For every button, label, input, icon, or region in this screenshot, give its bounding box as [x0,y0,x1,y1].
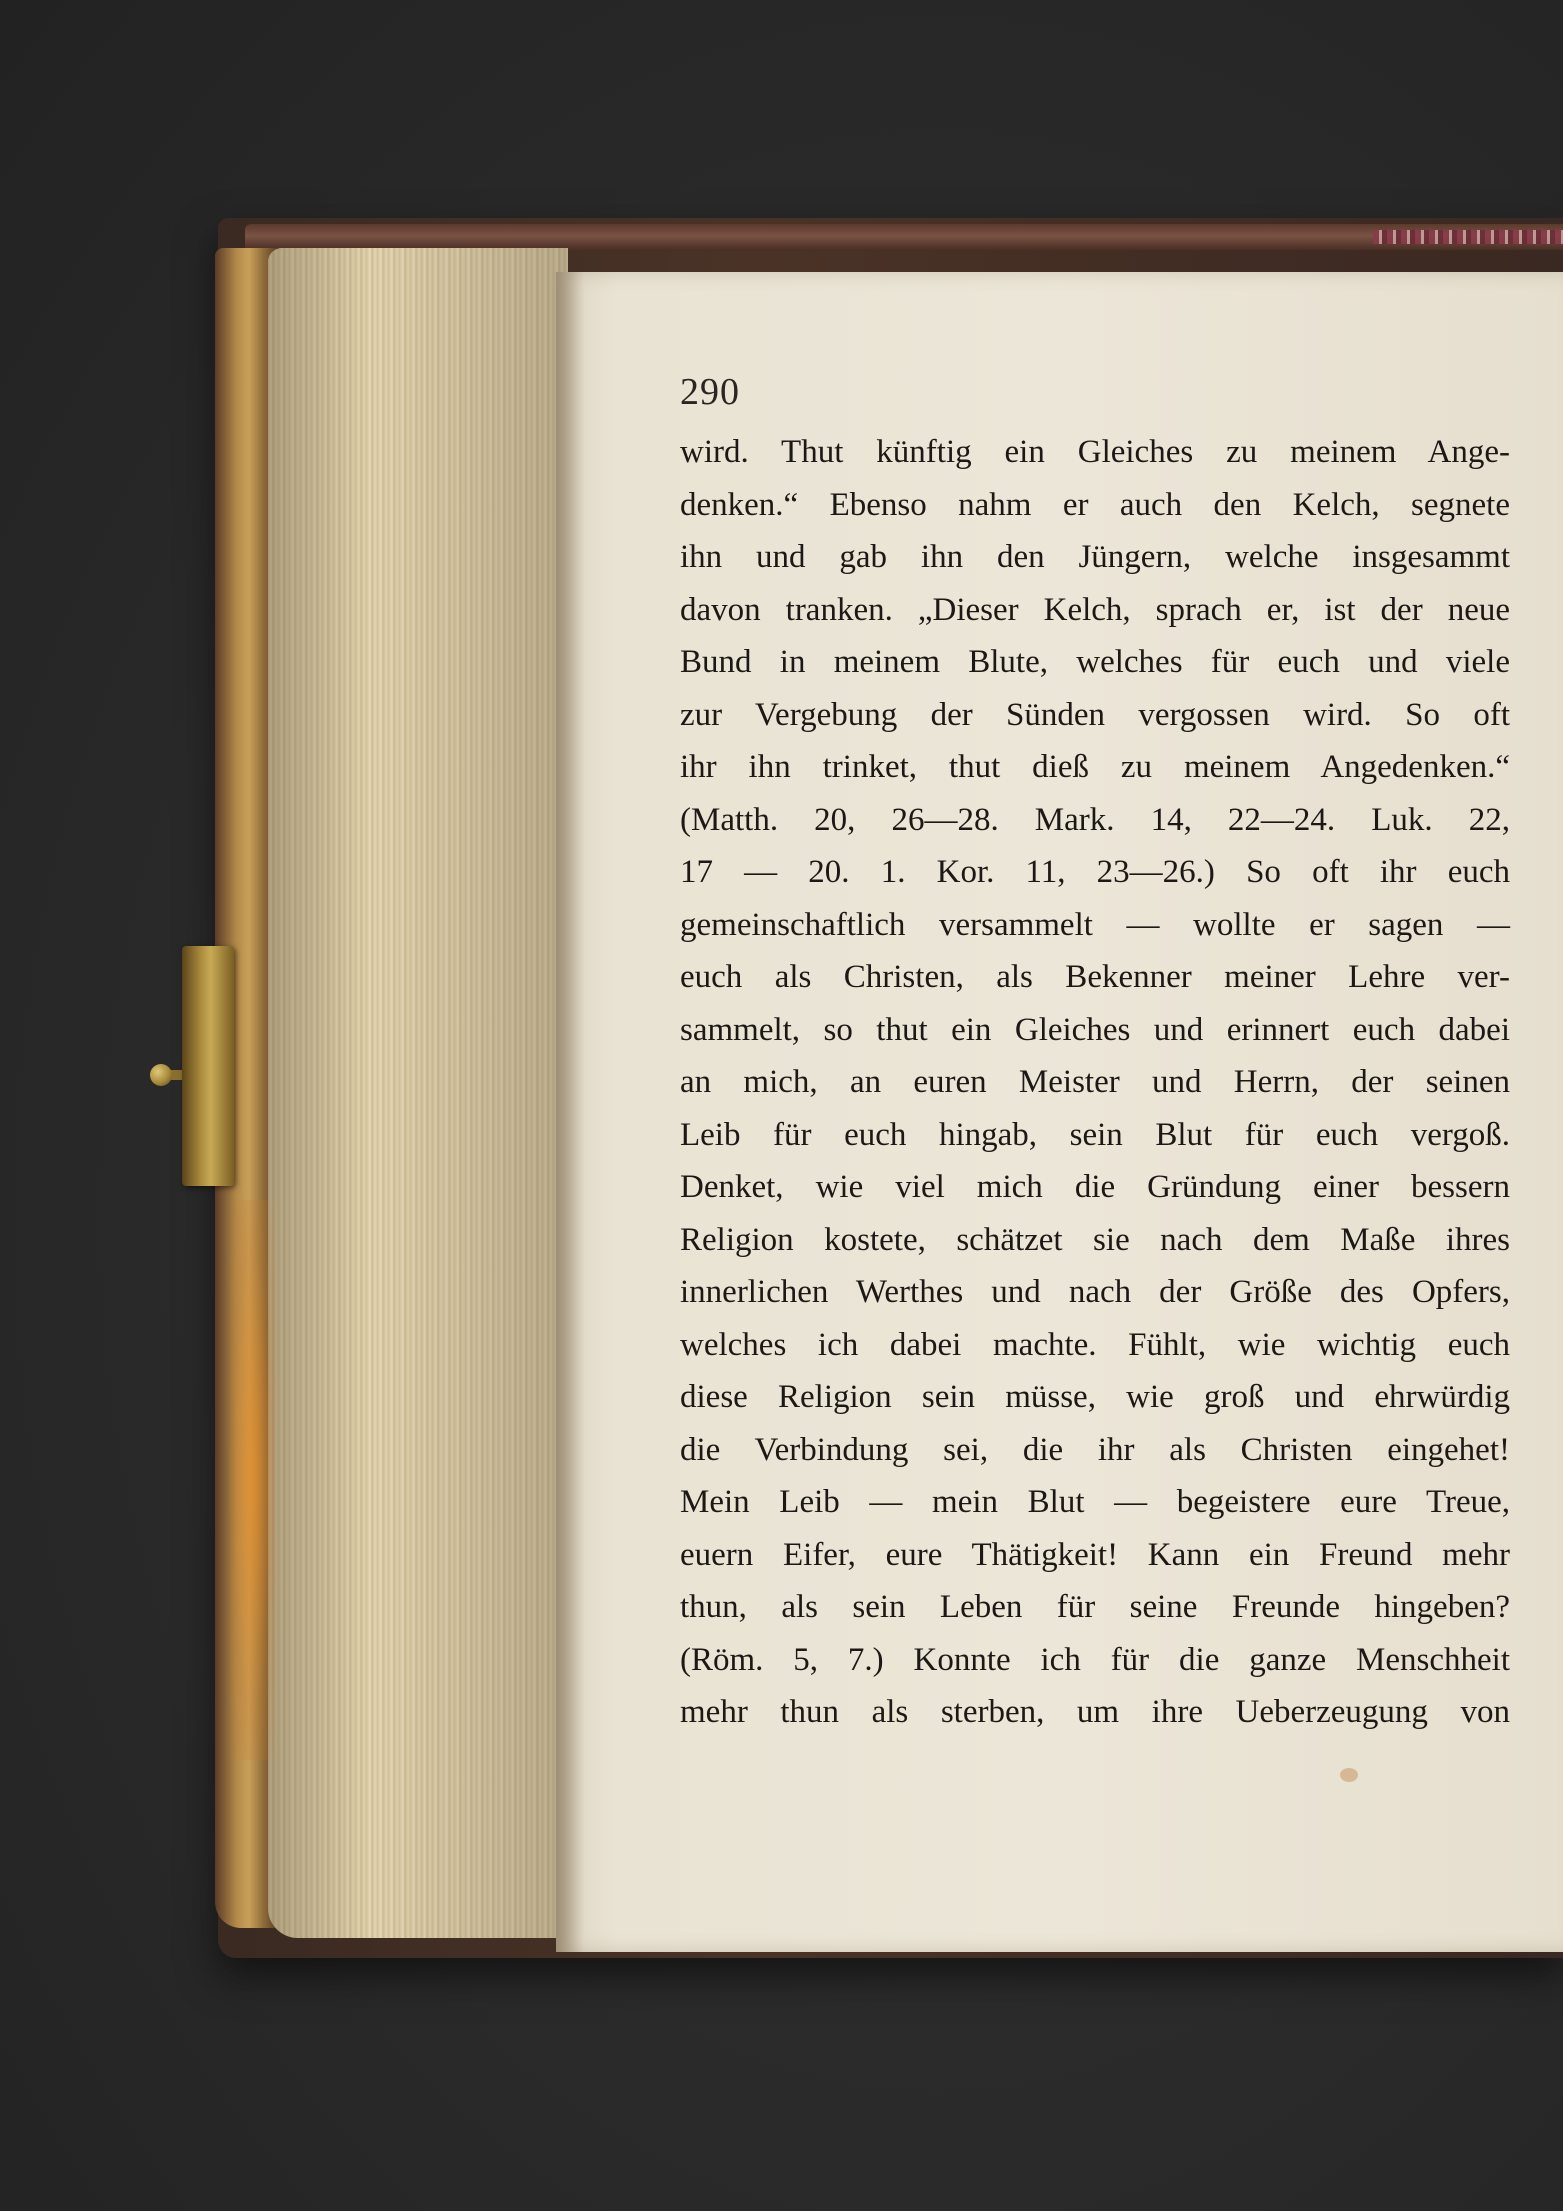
text-line: (Matth. 20, 26—28. Mark. 14, 22—24. Luk. 22, [680,801,1510,838]
text-line: gemeinschaftlich versammelt — wollte er sagen — [680,906,1510,943]
text-line: diese Religion sein müsse, wie groß und ehrwürdig [680,1379,1510,1415]
text-line: Denket, wie viel mich die Gründung einer bessern [680,1169,1510,1205]
text-line: die Verbindung sei, die ihr als Christen eingehet! [680,1431,1510,1468]
text-line: an mich, an euren Meister und Herrn, der seinen [680,1064,1510,1100]
text-line: zur Vergebung der Sünden vergossen wird. So oft [680,696,1510,733]
text-line: ihn und gab ihn den Jüngern, welche insgesammt [680,539,1510,575]
clasp-knob [150,1064,172,1086]
page-text-block [680,370,1510,1739]
text-line: denken.“ Ebenso nahm er auch den Kelch, segnete [680,486,1510,523]
text-line: mehr thun als sterben, um ihre Ueberzeugung von [680,1694,1510,1730]
book-headband [245,224,1563,250]
page-number: 290 [680,371,740,413]
water-stain [230,1200,275,1760]
text-line: wird. Thut künftig ein Gleiches zu meinem Ange- [680,434,1510,470]
text-line: Religion kostete, schätzet sie nach dem Maße ihres [680,1221,1510,1258]
text-line: Leib für euch hingab, sein Blut für euch vergoß. [680,1116,1510,1153]
text-line: (Röm. 5, 7.) Konnte ich für die ganze Menschheit [680,1641,1510,1678]
text-line: 17 — 20. 1. Kor. 11, 23—26.) So oft ihr euch [680,854,1510,890]
brass-clasp [182,946,234,1186]
text-line: sammelt, so thut ein Gleiches und erinnert euch dabei [680,1011,1510,1048]
page-gutter-shadow [556,272,584,1952]
text-line: innerlichen Werthes und nach der Größe des Opfers, [680,1274,1510,1310]
text-line: euern Eifer, eure Thätigkeit! Kann ein Freund mehr [680,1536,1510,1573]
text-line: Bund in meinem Blute, welches für euch und viele [680,644,1510,680]
text-line: welches ich dabei machte. Fühlt, wie wichtig euch [680,1326,1510,1363]
ink-blot [1340,1768,1358,1782]
page-edges-shadow [268,248,568,1938]
text-line: thun, als sein Leben für seine Freunde hingeben? [680,1589,1510,1625]
text-line: euch als Christen, als Bekenner meiner Lehre ver- [680,959,1510,995]
text-line: ihr ihn trinket, thut dieß zu meinem Angedenken.“ [680,749,1510,785]
text-line: Mein Leib — mein Blut — begeistere eure Treue, [680,1484,1510,1520]
text-line: davon tranken. „Dieser Kelch, sprach er, ist der neue [680,591,1510,628]
